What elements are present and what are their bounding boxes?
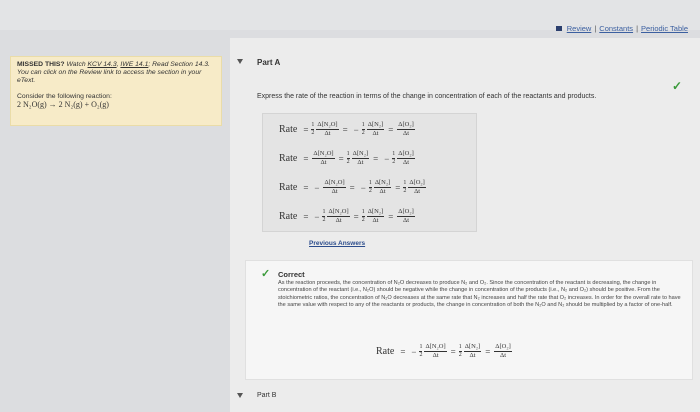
rate-term [494,343,511,360]
answer-options [262,113,477,232]
rate-term-numerator: Δ[O₂] [398,150,414,157]
read-text: ; Read Section 14.3. You can click on the Review link to access the section in your eText. [17,61,210,84]
equals-sign: = [303,153,309,164]
rate-term-denominator: Δt [372,130,379,137]
coefficient-numerator: 1 [346,151,350,157]
rate-label: Rate [279,211,298,222]
rate-term-numerator: Δ[O₂] [398,208,414,215]
rate-term-denominator: Δt [403,130,410,137]
equals-sign: = [303,124,309,135]
minus-sign: − [353,124,359,135]
rate-term-numerator: Δ[N₂O] [317,121,338,128]
equals-sign: = [373,153,379,164]
coefficient [322,209,325,224]
minus-sign: − [314,182,320,193]
equals-sign: = [353,211,359,222]
minus-sign: − [384,153,390,164]
rate-term-denominator: Δt [414,188,421,195]
top-links [556,24,688,33]
rate-term [323,179,345,196]
consider-text: Consider the following reaction: [17,93,112,100]
rate-term-numerator: Δ[N₂] [367,208,384,215]
rate-term-denominator: Δt [500,352,507,359]
hint-text [17,61,215,85]
rate-term [408,179,425,196]
rate-label: Rate [376,346,395,357]
rate-term-denominator: Δt [403,159,410,166]
part-a-title[interactable]: Part A [257,58,281,67]
rate-term [397,208,414,225]
rate-term [316,121,338,138]
link-separator: | [594,24,597,33]
link-comma: , [116,61,119,68]
coefficient [362,209,365,224]
feedback-text: As the reaction proceeds, the concentration of N₂O decreases to produce N₂ and O₂. Since the concentration of the reactant is decreasing, the change in concentration of the reactant (i.e., N₂O) should be negative while the change in concentration of the products (i.e., N₂ and O₂) should be positive. From the stoichiometric ratios, the concentration of N₂O decreases at the same rate that N₂ increases and half the rate that O₂ increases. In order for the overall rate to have the same value with respect to any of the reactants or products, the change in concentration of both the N₂O and N₂ should be multiplied by a factor of one-half. [278,280,681,308]
rate-term [424,343,446,360]
coefficient-numerator: 1 [392,151,396,157]
rate-term-denominator: Δt [432,352,439,359]
coefficient [392,151,395,166]
equals-sign: = [303,182,309,193]
rate-term [352,150,369,167]
equals-sign: = [338,153,344,164]
reaction-equation: 2 N₂O(g) → 2 N₂(g) + O₂(g) [17,100,109,109]
coefficient [347,151,350,166]
rate-term-denominator: Δt [379,188,386,195]
feedback-panel [245,260,693,380]
coefficient [419,344,422,359]
rate-term [367,208,384,225]
rate-term-denominator: Δt [324,130,331,137]
rate-term-numerator: Δ[N₂O] [425,343,446,350]
rate-term [397,150,414,167]
equals-sign: = [400,346,406,357]
part-b-title[interactable]: Part B [257,392,277,399]
correct-answer-equation [376,343,513,360]
coefficient-numerator: 1 [361,209,365,215]
equals-sign: = [395,182,401,193]
link-separator: | [636,24,639,33]
periodic-table-link[interactable]: Periodic Table [641,24,688,33]
coefficient-numerator: 1 [322,209,326,215]
coefficient [311,122,314,137]
rate-term [327,208,349,225]
rate-term [367,121,384,138]
constants-link[interactable]: Constants [599,24,634,33]
answer-option[interactable] [263,202,476,231]
rate-term [397,121,414,138]
equals-sign: = [349,182,355,193]
coefficient-numerator: 1 [311,122,315,128]
minus-sign: − [360,182,366,193]
feedback-title: Correct [278,270,305,279]
caret-down-icon[interactable] [237,393,243,398]
rate-term [374,179,391,196]
rate-term [464,343,481,360]
rate-term-numerator: Δ[N₂O] [324,179,345,186]
coefficient-denominator: 2 [322,217,326,223]
coefficient-denominator: 2 [361,217,365,223]
rate-term-numerator: Δ[O₂] [398,121,414,128]
coefficient-denominator: 2 [403,188,407,194]
check-icon: ✓ [261,268,271,280]
kcv-link[interactable]: KCV 14.3 [87,61,117,68]
rate-term-denominator: Δt [357,159,364,166]
answer-option[interactable] [263,173,476,202]
coefficient-denominator: 2 [392,159,396,165]
equals-sign: = [388,211,394,222]
rate-term-denominator: Δt [320,159,327,166]
coefficient-numerator: 1 [368,180,372,186]
equals-sign: = [485,346,491,357]
minus-sign: − [314,211,320,222]
rate-label: Rate [279,153,298,164]
coefficient-denominator: 2 [368,188,372,194]
coefficient [369,180,372,195]
rate-term-denominator: Δt [331,188,338,195]
previous-answers-link[interactable]: Previous Answers [309,240,366,247]
coefficient-denominator: 2 [419,352,423,358]
coefficient-denominator: 2 [346,159,350,165]
coefficient-numerator: 1 [419,344,423,350]
coefficient-denominator: 2 [458,352,462,358]
coefficient-numerator: 1 [458,344,462,350]
rate-term-denominator: Δt [372,217,379,224]
rate-label: Rate [279,124,298,135]
missed-label: MISSED THIS? [17,61,65,68]
rate-term-denominator: Δt [469,352,476,359]
rate-term-numerator: Δ[O₂] [409,179,425,186]
coefficient-denominator: 2 [361,130,365,136]
watch-text: Watch [66,61,86,68]
coefficient [459,344,462,359]
rate-term-numerator: Δ[N₂O] [328,208,349,215]
iwe-link[interactable]: IWE 14.1 [120,61,149,68]
coefficient-denominator: 2 [311,130,315,136]
answer-option[interactable] [263,115,476,144]
rate-term [312,150,334,167]
rate-term-denominator: Δt [335,217,342,224]
hint-panel [10,56,222,126]
answer-option[interactable] [263,144,476,173]
rate-term-numerator: Δ[N₂] [367,121,384,128]
coefficient-numerator: 1 [361,122,365,128]
rate-term-numerator: Δ[O₂] [495,343,511,350]
rate-term-numerator: Δ[N₂] [374,179,391,186]
minus-sign: − [411,346,417,357]
rate-term-numerator: Δ[N₂] [352,150,369,157]
review-link[interactable]: Review [566,24,592,33]
equals-sign: = [303,211,309,222]
equals-sign: = [388,124,394,135]
question-prompt: Express the rate of the reaction in terms of the change in concentration of each of the reactants and products. [257,93,597,100]
equals-sign: = [450,346,456,357]
caret-down-icon[interactable] [237,59,243,64]
rate-term-denominator: Δt [403,217,410,224]
coefficient [362,122,365,137]
rate-term-numerator: Δ[N₂] [464,343,481,350]
rate-label: Rate [279,182,298,193]
check-icon: ✓ [672,79,683,93]
equals-sign: = [342,124,348,135]
coefficient [403,180,406,195]
rate-term-numerator: Δ[N₂O] [313,150,334,157]
review-icon [556,26,562,31]
coefficient-numerator: 1 [403,180,407,186]
